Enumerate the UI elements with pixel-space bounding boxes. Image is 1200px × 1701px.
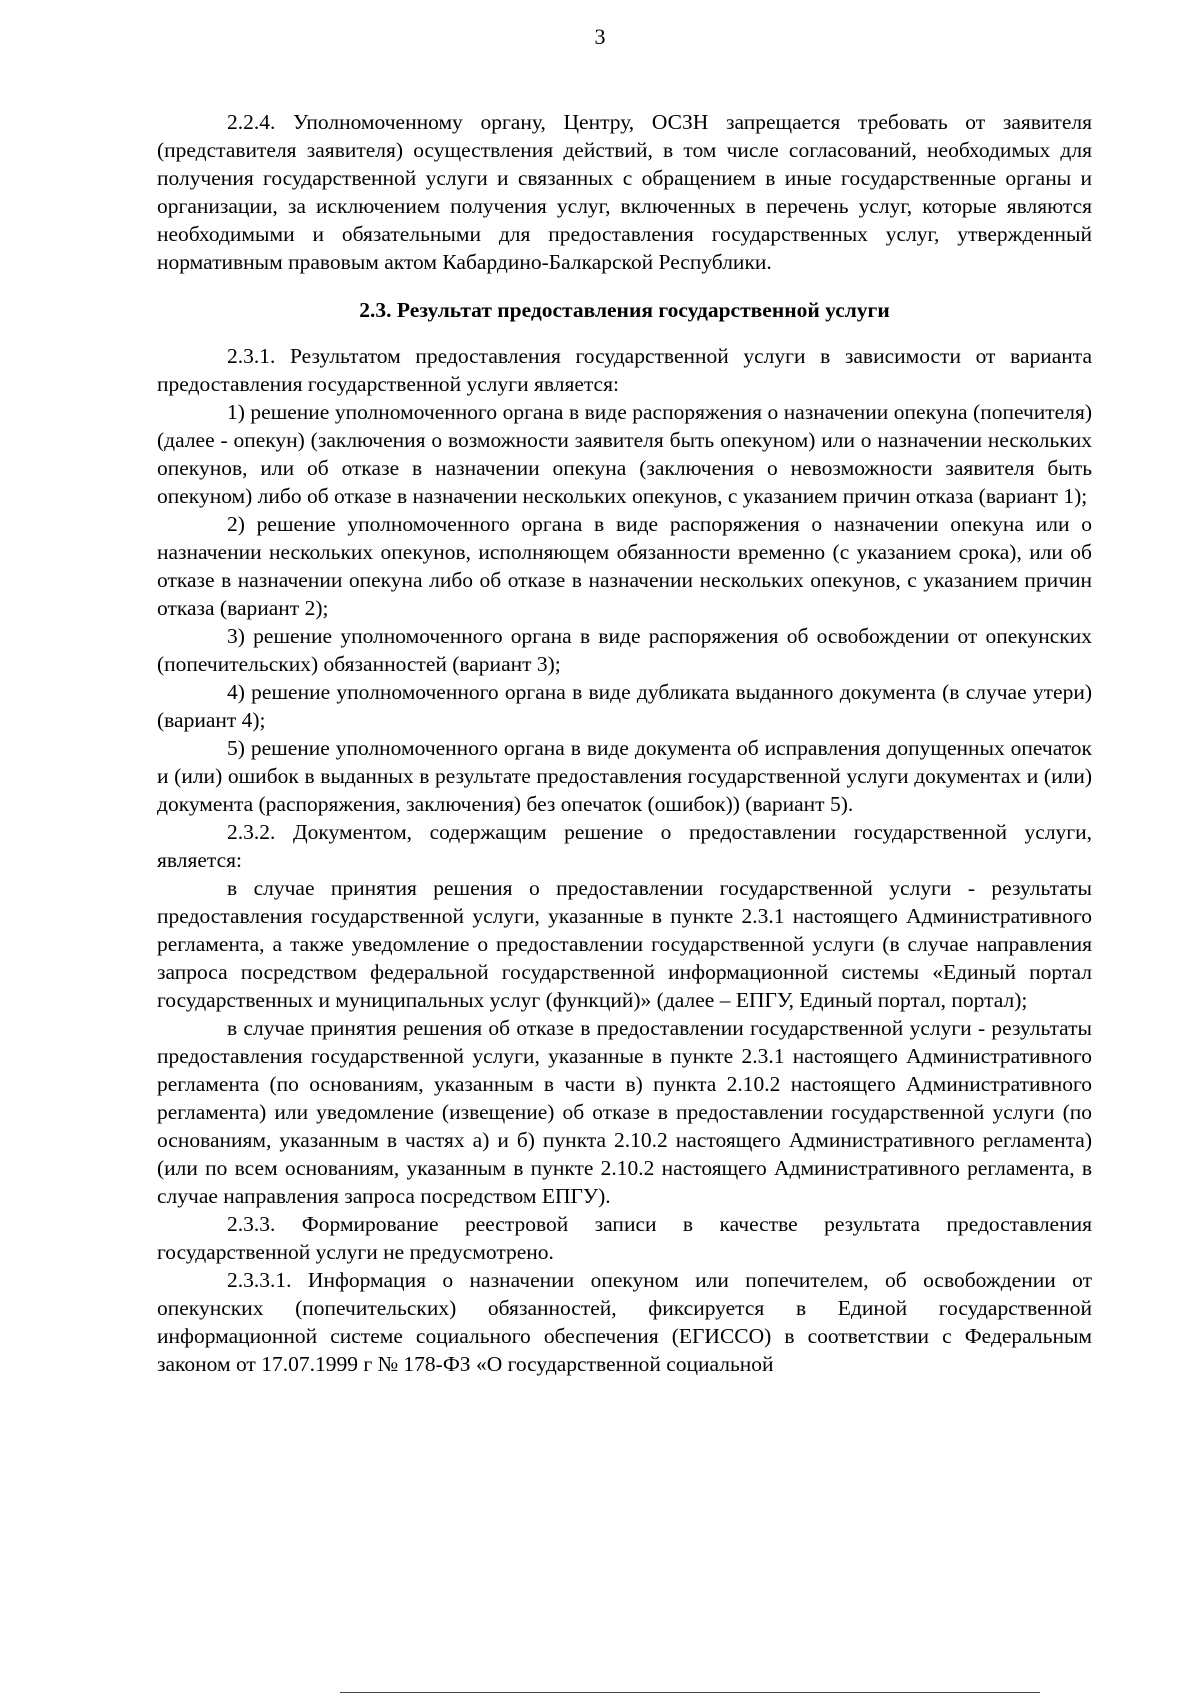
list-item-1: 1) решение уполномоченного органа в виде распоряжения о назначении опекуна (попечителя) (далее - опекун) (заключения о возможности заявителя быть опекуном) или о назначении нескольких опекунов, или об отказе в назначении опекуна (заключения о невозможности заявителя быть опекуном) либо об отказе в назначении нескольких опекунов, с указанием причин отказа (вариант 1);: [157, 400, 1092, 508]
paragraph-decision-granted: в случае принятия решения о предоставлении государственной услуги - результаты предоставления государственной услуги, указанные в пункте 2.3.1 настоящего Административного регламента, а также уведомление о предоставлении государственной услуги (в случае направления запроса посредством федеральной государственной информационной системы «Единый портал государственных и муниципальных услуг (функций)» (далее – ЕПГУ, Единый портал, портал);: [157, 876, 1092, 1012]
list-item-3: 3) решение уполномоченного органа в виде распоряжения об освобождении от опекунских (попечительских) обязанностей (вариант 3);: [157, 624, 1092, 676]
section-heading: 2.3. Результат предоставления государственной услуги: [359, 298, 890, 322]
document-body: [157, 108, 1092, 1378]
paragraph-decision-refused: в случае принятия решения об отказе в предоставлении государственной услуги - результаты предоставления государственной услуги, указанные в пункте 2.3.1 настоящего Административного регламента (по основаниям, указанным в части в) пункта 2.10.2 настоящего Административного регламента) или уведомление (извещение) об отказе в предоставлении государственной услуги (по основаниям, указанным в частях а) и б) пункта 2.10.2 настоящего Административного регламента) (или по всем основаниям, указанным в пункте 2.10.2 настоящего Административного регламента, в случае направления запроса посредством ЕПГУ).: [157, 1016, 1092, 1208]
list-item-5: 5) решение уполномоченного органа в виде документа об исправления допущенных опечаток и (или) ошибок в выданных в результате предоставления государственной услуги документах и (или) документа (распоряжения, заключения) без опечаток (ошибок)) (вариант 5).: [157, 736, 1092, 816]
bottom-divider: [340, 1692, 1040, 1693]
list-item-2: 2) решение уполномоченного органа в виде распоряжения о назначении опекуна или о назначении нескольких опекунов, исполняющем обязанности временно (с указанием срока), или об отказе в назначении опекуна либо об отказе в назначении нескольких опекунов, с указанием причин отказа (вариант 2);: [157, 512, 1092, 620]
paragraph-2-3-3: 2.3.3. Формирование реестровой записи в качестве результата предоставления государственной услуги не предусмотрено.: [157, 1212, 1092, 1264]
page-number: 3: [594, 24, 606, 49]
paragraph-2-3-3-1: 2.3.3.1. Информация о назначении опекуном или попечителем, об освобождении от опекунских (попечительских) обязанностей, фиксируется в Единой государственной информационной системе социального обеспечения (ЕГИССО) в соответствии с Федеральным законом от 17.07.1999 г № 178-ФЗ «О государственной социальной: [157, 1268, 1092, 1376]
paragraph-2-3-2: 2.3.2. Документом, содержащим решение о предоставлении государственной услуги, является:: [157, 820, 1092, 872]
list-item-4: 4) решение уполномоченного органа в виде дубликата выданного документа (в случае утери) (вариант 4);: [157, 680, 1092, 732]
paragraph-2-2-4: 2.2.4. Уполномоченному органу, Центру, ОСЗН запрещается требовать от заявителя (представителя заявителя) осуществления действий, в том числе согласований, необходимых для получения государственной услуги и связанных с обращением в иные государственные органы и организации, за исключением получения услуг, включенных в перечень услуг, которые являются необходимыми и обязательными для предоставления государственных услуг, утвержденный нормативным правовым актом Кабардино-Балкарской Республики.: [157, 110, 1092, 274]
paragraph-2-3-1: 2.3.1. Результатом предоставления государственной услуги в зависимости от варианта предоставления государственной услуги является:: [157, 344, 1092, 396]
